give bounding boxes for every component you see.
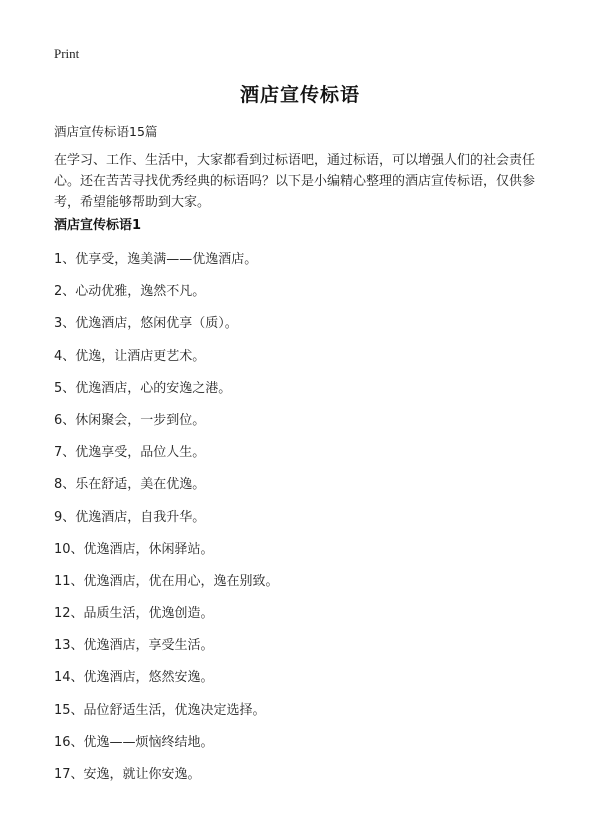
page-title: 酒店宣传标语 bbox=[239, 84, 360, 106]
list-item: 12、品质生活，优逸创造。 bbox=[54, 606, 214, 622]
list-item: 14、优逸酒店，悠然安逸。 bbox=[54, 670, 214, 686]
list-item: 15、品位舒适生活，优逸决定选择。 bbox=[54, 702, 266, 718]
slogan-list bbox=[54, 248, 279, 795]
intro-paragraph: 在学习、工作、生活中，大家都看到过标语吧，通过标语，可以增强人们的社会责任心。还在苦苦寻找优秀经典的标语吗？以下是小编精心整理的酒店宣传标语，仅供参考，希望能够帮助到大家。 bbox=[54, 153, 536, 210]
section-heading: 酒店宣传标语1 bbox=[54, 218, 142, 233]
list-item: 2、心动优雅，逸然不凡。 bbox=[54, 284, 206, 300]
list-item: 16、优逸——烦恼终结地。 bbox=[54, 734, 214, 750]
list-item: 4、优逸，让酒店更艺术。 bbox=[54, 348, 206, 364]
list-item: 7、优逸享受，品位人生。 bbox=[54, 445, 206, 461]
list-item: 9、优逸酒店，自我升华。 bbox=[54, 509, 206, 525]
list-item: 13、优逸酒店，享受生活。 bbox=[54, 638, 214, 654]
document-subtitle: 酒店宣传标语15篇 bbox=[54, 124, 158, 139]
list-item: 17、安逸，就让你安逸。 bbox=[54, 767, 201, 782]
list-item: 6、休闲聚会，一步到位。 bbox=[54, 412, 206, 428]
list-item: 11、优逸酒店，优在用心，逸在别致。 bbox=[54, 573, 279, 589]
list-item: 5、优逸酒店，心的安逸之港。 bbox=[54, 380, 232, 396]
list-item: 1、优享受，逸美满——优逸酒店。 bbox=[54, 252, 258, 267]
print-link[interactable]: Print bbox=[54, 46, 80, 61]
list-item: 10、优逸酒店，休闲驿站。 bbox=[54, 541, 214, 557]
list-item: 8、乐在舒适，美在优逸。 bbox=[54, 477, 206, 493]
list-item: 3、优逸酒店，悠闲优享（质）。 bbox=[54, 316, 238, 332]
